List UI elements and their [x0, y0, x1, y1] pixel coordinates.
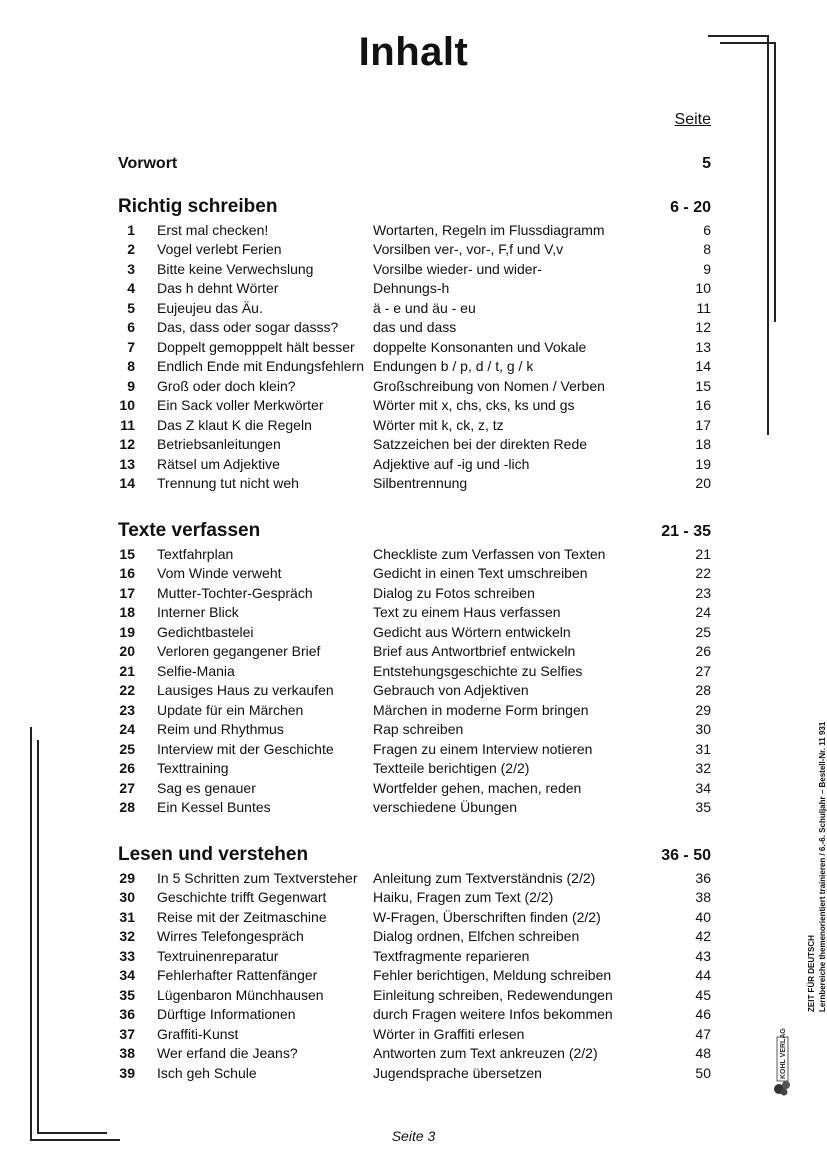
toc-row[interactable]	[118, 681, 711, 701]
entry-number: 16	[119, 565, 135, 582]
entry-title: Texttraining	[157, 760, 229, 777]
entry-topic: Gedicht aus Wörtern entwickeln	[373, 623, 571, 640]
toc-row[interactable]	[118, 544, 711, 564]
entry-number: 28	[119, 799, 135, 816]
entry-title: Wer erfand die Jeans?	[157, 1045, 298, 1062]
entry-title: Lausiges Haus zu verkaufen	[157, 682, 334, 699]
entry-page: 44	[695, 967, 711, 984]
toc-row[interactable]	[118, 318, 711, 338]
vorwort-entry[interactable]	[118, 155, 711, 173]
entry-page: 45	[695, 986, 711, 1003]
entry-title: Interview mit der Geschichte	[157, 740, 334, 757]
entry-number: 4	[127, 280, 135, 297]
toc-row[interactable]	[118, 259, 711, 279]
entry-page: 32	[695, 760, 711, 777]
entry-number: 25	[119, 740, 135, 757]
entry-page: 18	[695, 436, 711, 453]
entry-title: Vom Winde verweht	[157, 565, 282, 582]
entry-topic: Vorsilbe wieder- und wider-	[373, 260, 542, 277]
section-heading[interactable]	[118, 196, 711, 220]
toc-row[interactable]	[118, 474, 711, 494]
entry-number: 15	[119, 545, 135, 562]
entry-topic: Gebrauch von Adjektiven	[373, 682, 529, 699]
entry-page: 47	[695, 1025, 711, 1042]
entry-number: 32	[119, 928, 135, 945]
section-texte-verfassen	[118, 520, 711, 817]
entry-title: Endlich Ende mit Endungsfehlern	[157, 358, 365, 375]
entry-topic: Brief aus Antwortbrief entwickeln	[373, 643, 576, 660]
entry-number: 33	[119, 947, 135, 964]
vorwort-page: 5	[702, 155, 711, 172]
entry-title: Das, dass oder sogar dasss?	[157, 319, 339, 336]
section-page-range: 21 - 35	[661, 523, 711, 540]
entry-topic: ä - e und äu - eu	[373, 299, 476, 316]
entry-topic: Einleitung schreiben, Redewendungen	[373, 986, 613, 1003]
logo-text: KOHL VERLAG	[780, 1028, 787, 1079]
entry-title: Mutter-Tochter-Gespräch	[157, 584, 313, 601]
toc-row[interactable]	[118, 396, 711, 416]
entry-title: Rätsel um Adjektive	[157, 455, 280, 472]
entry-number: 39	[119, 1064, 135, 1081]
entry-page: 50	[695, 1064, 711, 1081]
toc-row[interactable]	[118, 778, 711, 798]
entry-number: 38	[119, 1045, 135, 1062]
toc-row[interactable]	[118, 927, 711, 947]
toc-row[interactable]	[118, 759, 711, 779]
entry-topic: W-Fragen, Überschriften finden (2/2)	[373, 908, 601, 925]
entry-title: Betriebsanleitungen	[157, 436, 281, 453]
frame-top-right-v2	[774, 42, 776, 322]
toc-row[interactable]	[118, 888, 711, 908]
entry-title: Das h dehnt Wörter	[157, 280, 279, 297]
entry-number: 14	[119, 475, 135, 492]
entry-title: Graffiti-Kunst	[157, 1025, 239, 1042]
entry-number: 35	[119, 986, 135, 1003]
entry-page: 23	[695, 584, 711, 601]
toc-row[interactable]	[118, 700, 711, 720]
entry-number: 1	[127, 221, 135, 238]
toc-row[interactable]	[118, 220, 711, 240]
entry-title: Vogel verlebt Ferien	[157, 241, 282, 258]
toc-row[interactable]	[118, 298, 711, 318]
section-title: Lesen und verstehen	[118, 844, 309, 865]
entry-topic: Märchen in moderne Form bringen	[373, 701, 589, 718]
entry-topic: Checkliste zum Verfassen von Texten	[373, 545, 606, 562]
toc-row[interactable]	[118, 1005, 711, 1025]
entry-number: 19	[119, 623, 135, 640]
toc-row[interactable]	[118, 720, 711, 740]
entry-title: Selfie-Mania	[157, 662, 235, 679]
entry-number: 20	[119, 643, 135, 660]
toc-row[interactable]	[118, 415, 711, 435]
toc-row[interactable]	[118, 357, 711, 377]
entry-title: Fehlerhafter Rattenfänger	[157, 967, 318, 984]
frame-top-right-v1	[767, 35, 769, 435]
entry-number: 5	[127, 299, 135, 316]
entry-number: 2	[127, 241, 135, 258]
entry-page: 14	[695, 358, 711, 375]
entry-page: 12	[695, 319, 711, 336]
toc-row[interactable]	[118, 435, 711, 455]
publisher-logo	[768, 1017, 798, 1097]
entry-topic: Wörter in Graffiti erlesen	[373, 1025, 525, 1042]
page-title: Inhalt	[358, 30, 469, 74]
entry-title: Ein Kessel Buntes	[157, 799, 271, 816]
entry-page: 21	[695, 545, 711, 562]
entry-title: Sag es genauer	[157, 779, 256, 796]
entry-page: 31	[695, 740, 711, 757]
entry-topic: Haiku, Fragen zum Text (2/2)	[373, 889, 554, 906]
entry-number: 27	[119, 779, 135, 796]
entry-title: Update für ein Märchen	[157, 701, 304, 718]
entry-number: 8	[127, 358, 135, 375]
entry-page: 43	[695, 947, 711, 964]
entry-page: 6	[703, 221, 711, 238]
entry-page: 42	[695, 928, 711, 945]
toc-row[interactable]	[118, 376, 711, 396]
entry-topic: Wörter mit x, chs, cks, ks und gs	[373, 397, 575, 414]
frame-bottom-left-v1	[30, 727, 32, 1140]
entry-number: 3	[127, 260, 135, 277]
entry-title: Bitte keine Verwechslung	[157, 260, 314, 277]
entry-page: 9	[703, 260, 711, 277]
entry-topic: Endungen b / p, d / t, g / k	[373, 358, 534, 375]
toc-row[interactable]	[118, 454, 711, 474]
toc-row[interactable]	[118, 1044, 711, 1064]
entry-topic: Dehnungs-h	[373, 280, 450, 297]
entry-page: 28	[695, 682, 711, 699]
entry-number: 24	[119, 721, 135, 738]
entry-number: 36	[119, 1006, 135, 1023]
entry-topic: das und dass	[373, 319, 457, 336]
entry-number: 22	[119, 682, 135, 699]
entry-topic: Text zu einem Haus verfassen	[373, 604, 561, 621]
entry-number: 18	[119, 604, 135, 621]
page-number-footer: Seite 3	[391, 1128, 436, 1144]
series-subtitle: Lernbereiche themenorientiert trainieren / 6.-6. Schuljahr – Bestell-Nr. 11 931	[818, 721, 827, 1012]
entry-number: 37	[119, 1025, 135, 1042]
entry-topic: Wortarten, Regeln im Flussdiagramm	[373, 221, 605, 238]
entry-topic: doppelte Konsonanten und Vokale	[373, 338, 587, 355]
entry-title: Ein Sack voller Merkwörter	[157, 397, 324, 414]
vorwort-label: Vorwort	[118, 155, 178, 172]
entry-page: 48	[695, 1045, 711, 1062]
toc-row[interactable]	[118, 985, 711, 1005]
toc-row[interactable]	[118, 564, 711, 584]
entry-page: 16	[695, 397, 711, 414]
entry-number: 17	[119, 584, 135, 601]
entry-topic: Entstehungsgeschichte zu Selfies	[373, 662, 583, 679]
entry-title: Interner Blick	[157, 604, 239, 621]
entry-page: 8	[703, 241, 711, 258]
section-title: Richtig schreiben	[118, 196, 278, 217]
entry-topic: Gedicht in einen Text umschreiben	[373, 565, 588, 582]
toc-row[interactable]	[118, 966, 711, 986]
entry-number: 13	[119, 455, 135, 472]
toc-row[interactable]	[118, 240, 711, 260]
entry-title: In 5 Schritten zum Textversteher	[157, 869, 358, 886]
entry-page: 27	[695, 662, 711, 679]
entry-topic: Fragen zu einem Interview notieren	[373, 740, 593, 757]
toc-row[interactable]	[118, 622, 711, 642]
section-title: Texte verfassen	[118, 520, 261, 541]
series-title: ZEIT FÜR DEUTSCH	[807, 935, 816, 1012]
entry-title: Dürftige Informationen	[157, 1006, 296, 1023]
entry-title: Geschichte trifft Gegenwart	[157, 889, 327, 906]
toc-row[interactable]	[118, 1063, 711, 1083]
toc-row[interactable]	[118, 583, 711, 603]
entry-page: 35	[695, 799, 711, 816]
entry-topic: Textteile berichtigen (2/2)	[373, 760, 530, 777]
entry-title: Reise mit der Zeitmaschine	[157, 908, 327, 925]
entry-title: Wirres Telefongespräch	[157, 928, 304, 945]
series-side-text	[806, 722, 827, 1012]
entry-title: Textruinenreparatur	[157, 947, 279, 964]
entry-number: 30	[119, 889, 135, 906]
entry-number: 11	[120, 416, 135, 433]
entry-topic: Vorsilben ver-, vor-, F,f und V,v	[373, 241, 564, 258]
entry-topic: Wörter mit k, ck, z, tz	[373, 416, 504, 433]
entry-title: Gedichtbastelei	[157, 623, 254, 640]
frame-bottom-left-v2	[37, 740, 39, 1133]
entry-title: Groß oder doch klein?	[157, 377, 296, 394]
entry-page: 26	[695, 643, 711, 660]
entry-number: 34	[119, 967, 135, 984]
entry-page: 19	[695, 455, 711, 472]
entry-page: 46	[695, 1006, 711, 1023]
entry-title: Lügenbaron Münchhausen	[157, 986, 324, 1003]
entry-topic: Adjektive auf -ig und -lich	[373, 455, 530, 472]
entry-page: 10	[695, 280, 711, 297]
toc-row[interactable]	[118, 661, 711, 681]
entry-number: 21	[119, 662, 135, 679]
entry-page: 34	[695, 779, 711, 796]
entry-number: 10	[119, 397, 135, 414]
entry-topic: Wortfelder gehen, machen, reden	[373, 779, 582, 796]
toc-row[interactable]	[118, 1024, 711, 1044]
entry-title: Eujeujeu das Äu.	[157, 299, 263, 316]
entry-page: 38	[695, 889, 711, 906]
entry-topic: Großschreibung von Nomen / Verben	[373, 377, 605, 394]
entry-number: 26	[119, 760, 135, 777]
section-heading[interactable]	[118, 520, 711, 544]
entry-topic: verschiedene Übungen	[373, 799, 517, 816]
entry-topic: Anleitung zum Textverständnis (2/2)	[373, 869, 596, 886]
entry-number: 12	[119, 436, 135, 453]
toc-row[interactable]	[118, 279, 711, 299]
entry-page: 40	[695, 908, 711, 925]
entry-page: 24	[695, 604, 711, 621]
section-page-range: 36 - 50	[661, 847, 711, 864]
entry-number: 29	[119, 869, 135, 886]
entry-topic: Rap schreiben	[373, 721, 464, 738]
entry-page: 11	[696, 299, 711, 316]
entry-page: 36	[695, 869, 711, 886]
toc-row[interactable]	[118, 337, 711, 357]
entry-page: 20	[695, 475, 711, 492]
toc-row[interactable]	[118, 739, 711, 759]
entry-topic: Textfragmente reparieren	[373, 947, 530, 964]
entry-topic: durch Fragen weitere Infos bekommen	[373, 1006, 613, 1023]
toc-row[interactable]	[118, 868, 711, 888]
toc-row[interactable]	[118, 603, 711, 623]
entry-title: Das Z klaut K die Regeln	[157, 416, 312, 433]
entry-topic: Dialog zu Fotos schreiben	[373, 584, 535, 601]
entry-page: 15	[695, 377, 711, 394]
entry-page: 25	[695, 623, 711, 640]
section-page-range: 6 - 20	[670, 199, 711, 216]
toc-row[interactable]	[118, 642, 711, 662]
section-lesen-und-verstehen	[118, 844, 711, 1083]
entry-page: 17	[695, 416, 711, 433]
entry-title: Reim und Rhythmus	[157, 721, 284, 738]
entry-title: Doppelt gemopppelt hält besser	[157, 338, 355, 355]
toc-row[interactable]	[118, 798, 711, 818]
section-richtig-schreiben	[118, 196, 711, 493]
entry-topic: Jugendsprache übersetzen	[373, 1064, 542, 1081]
entry-topic: Satzzeichen bei der direkten Rede	[373, 436, 588, 453]
seite-column-label: Seite	[674, 111, 711, 128]
entry-page: 13	[695, 338, 711, 355]
entry-topic: Silbentrennung	[373, 475, 468, 492]
entry-number: 31	[119, 908, 135, 925]
toc-row[interactable]	[118, 946, 711, 966]
entry-number: 7	[127, 338, 135, 355]
entry-page: 29	[695, 701, 711, 718]
entry-number: 6	[127, 319, 135, 336]
entry-title: Erst mal checken!	[157, 221, 269, 238]
entry-page: 22	[695, 565, 711, 582]
entry-number: 23	[119, 701, 135, 718]
entry-page: 30	[695, 721, 711, 738]
toc-row[interactable]	[118, 907, 711, 927]
entry-title: Verloren gegangener Brief	[157, 643, 321, 660]
section-heading[interactable]	[118, 844, 711, 868]
entry-topic: Fehler berichtigen, Meldung schreiben	[373, 967, 612, 984]
entry-title: Isch geh Schule	[157, 1064, 257, 1081]
entry-topic: Dialog ordnen, Elfchen schreiben	[373, 928, 580, 945]
entry-number: 9	[127, 377, 135, 394]
entry-topic: Antworten zum Text ankreuzen (2/2)	[373, 1045, 598, 1062]
entry-title: Trennung tut nicht weh	[157, 475, 299, 492]
entry-title: Textfahrplan	[157, 545, 234, 562]
